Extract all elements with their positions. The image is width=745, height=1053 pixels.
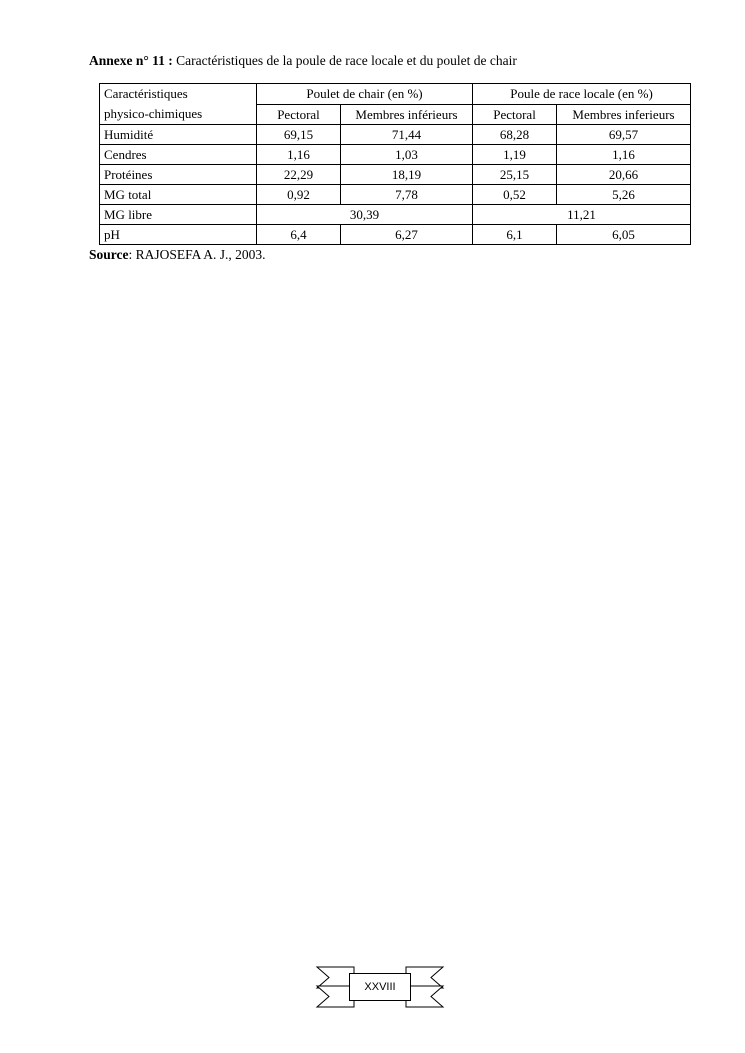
- table-cell: 6,05: [557, 225, 691, 245]
- table-cell: 1,16: [557, 145, 691, 165]
- group-header-broiler: Poulet de chair (en %): [257, 84, 473, 105]
- table-cell: 1,16: [257, 145, 341, 165]
- table-row: [100, 205, 691, 225]
- row-label: Cendres: [100, 145, 257, 165]
- row-label: pH: [100, 225, 257, 245]
- table-cell: 20,66: [557, 165, 691, 185]
- table-cell: 69,15: [257, 125, 341, 145]
- column-header: Pectoral: [257, 104, 341, 125]
- annex-caption: [89, 53, 517, 69]
- source-note: [89, 247, 266, 263]
- page-number: XXVIII: [349, 973, 411, 1001]
- group-header-local-hen: Poule de race locale (en %): [473, 84, 691, 105]
- table-cell: 0,52: [473, 185, 557, 205]
- table-cell: 0,92: [257, 185, 341, 205]
- table-cell: 7,78: [341, 185, 473, 205]
- table-row: [100, 145, 691, 165]
- table-cell: 69,57: [557, 125, 691, 145]
- column-header: Pectoral: [473, 104, 557, 125]
- table-cell: 6,1: [473, 225, 557, 245]
- table-cell: 22,29: [257, 165, 341, 185]
- row-label: MG libre: [100, 205, 257, 225]
- row-label: MG total: [100, 185, 257, 205]
- column-header: Membres inferieurs: [557, 104, 691, 125]
- table-cell: 5,26: [557, 185, 691, 205]
- source-text: : RAJOSEFA A. J., 2003.: [128, 247, 266, 262]
- row-label: Protéines: [100, 165, 257, 185]
- table-header-row-groups: [100, 84, 691, 105]
- annex-title: Caractéristiques de la poule de race locale et du poulet de chair: [176, 53, 517, 68]
- table-row: [100, 185, 691, 205]
- table-cell: 68,28: [473, 125, 557, 145]
- table-row: [100, 225, 691, 245]
- table-cell: 6,27: [341, 225, 473, 245]
- stub-header-line-1: Caractéristiques: [104, 86, 188, 101]
- table-cell: 1,03: [341, 145, 473, 165]
- table-cell: 25,15: [473, 165, 557, 185]
- table-cell-merged: 11,21: [473, 205, 691, 225]
- stub-header-line-2: physico-chimiques: [104, 106, 203, 121]
- column-header: Membres inférieurs: [341, 104, 473, 125]
- page-number-banner: [314, 964, 446, 1010]
- table-cell: 1,19: [473, 145, 557, 165]
- table-row: [100, 125, 691, 145]
- table-cell: 71,44: [341, 125, 473, 145]
- annex-label: Annexe n° 11 :: [89, 53, 173, 68]
- table-cell-merged: 30,39: [257, 205, 473, 225]
- source-label: Source: [89, 247, 129, 262]
- table-row: [100, 165, 691, 185]
- table-cell: 6,4: [257, 225, 341, 245]
- table-cell: 18,19: [341, 165, 473, 185]
- characteristics-table: [99, 83, 691, 245]
- row-label: Humidité: [100, 125, 257, 145]
- stub-header: [100, 84, 257, 125]
